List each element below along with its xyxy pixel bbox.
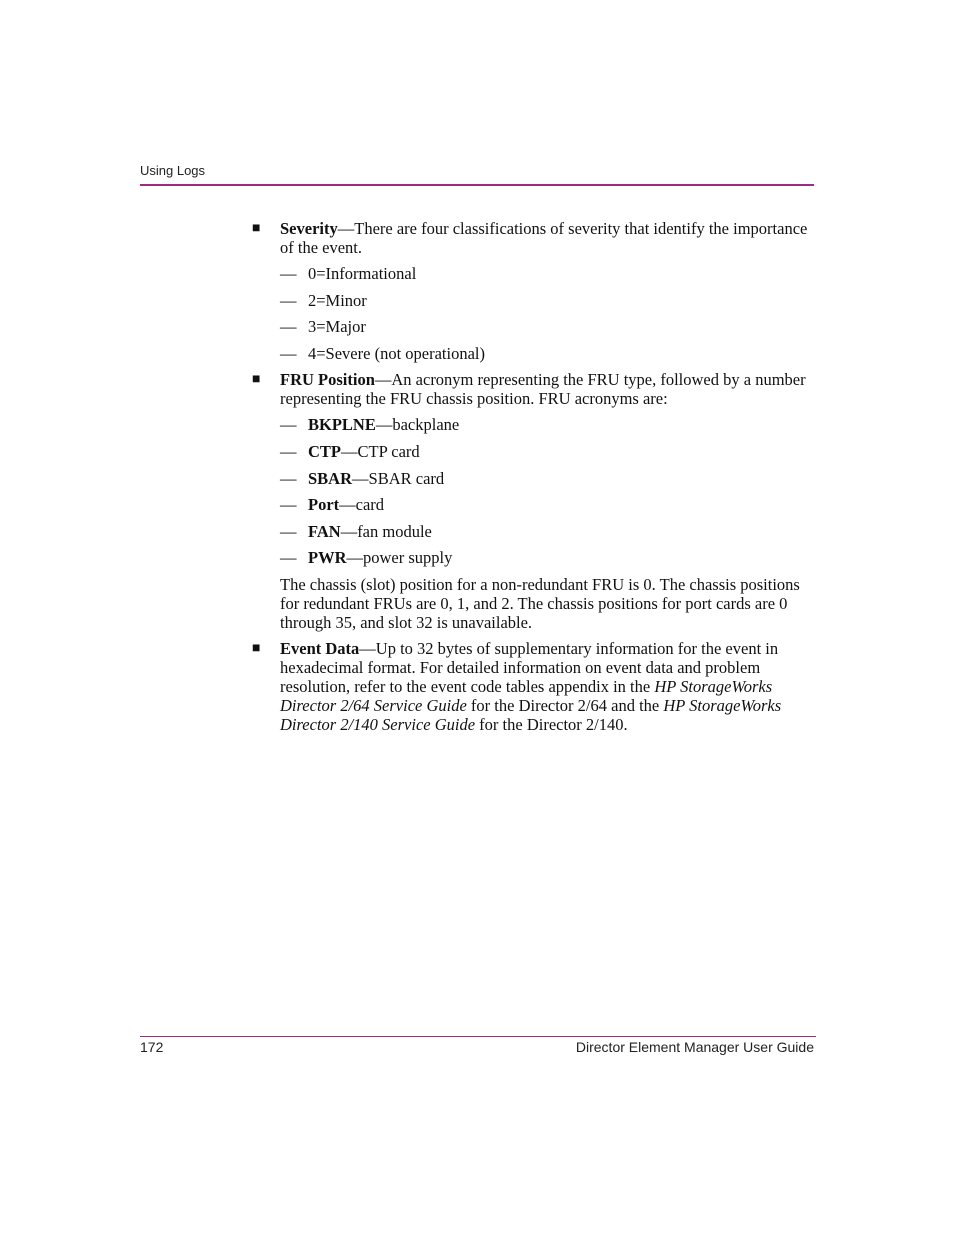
severity-item: — 0=Informational	[280, 264, 417, 283]
severity-item: — 2=Minor	[280, 290, 367, 310]
dash-icon: —	[280, 468, 297, 488]
running-header: Using Logs	[140, 163, 206, 178]
bullet-event-data: ■ Event Data—Up to 32 bytes of supplementary information for the event in hexadecimal format. For detailed information on event data and problem resolution, refer to the event code tables appendix in the HP StorageWorks Director 2/64 Service Guide for the Director 2/64 and the HP StorageWorks Director 2/140 Service Guide for the Director 2/140.	[252, 639, 782, 735]
dash-icon: —	[280, 495, 297, 515]
bullet-square-icon: ■	[252, 372, 261, 388]
page-body	[250, 219, 810, 741]
footer-rule	[140, 1036, 816, 1037]
service-guide-reference: HP StorageWorks Director 2/140 Service Guide	[280, 696, 782, 735]
dash-icon: —	[280, 317, 297, 337]
dash-icon: —	[280, 264, 297, 283]
bullet-square-icon: ■	[252, 221, 261, 236]
severity-item: — 4=Severe (not operational)	[280, 343, 485, 363]
fru-acronym-item: — Port—card	[280, 495, 385, 515]
fru-acronym-item: — FAN—fan module	[280, 521, 432, 541]
fru-chassis-note: The chassis (slot) position for a non-redundant FRU is 0. The chassis positions for redundant FRUs are 0, 1, and 2. The chassis positions for port cards are 0 through 35, and slot 32 is unavailable.	[280, 575, 800, 633]
bullet-severity	[250, 219, 810, 257]
dash-icon: —	[280, 521, 297, 541]
severity-term: Severity	[280, 219, 338, 238]
dash-icon: —	[280, 441, 297, 461]
page-number: 172	[140, 1039, 164, 1055]
fru-acronym-item: — PWR—power supply	[280, 548, 453, 568]
fru-position-description: —An acronym representing the FRU type, followed by a number representing the FRU chassis position. FRU acronyms are:	[280, 370, 806, 409]
dash-icon: —	[280, 415, 297, 435]
header-rule	[140, 184, 814, 186]
dash-icon: —	[280, 343, 297, 363]
event-data-term: Event Data	[280, 639, 360, 659]
fru-acronym-item: — CTP—CTP card	[280, 441, 420, 461]
fru-acronym-item: — SBAR—SBAR card	[280, 468, 445, 488]
severity-item: — 3=Major	[280, 317, 366, 337]
service-guide-reference: HP StorageWorks Director 2/64 Service Guide	[280, 677, 773, 716]
bullet-square-icon: ■	[252, 641, 261, 657]
fru-position-term: FRU Position	[280, 370, 375, 390]
footer-doc-title: Director Element Manager User Guide	[575, 1039, 814, 1055]
fru-acronym-item: — BKPLNE—backplane	[280, 415, 460, 435]
bullet-fru-position	[250, 370, 810, 408]
dash-icon: —	[280, 290, 297, 310]
severity-description: —There are four classifications of severity that identify the importance of the event.	[280, 219, 808, 257]
dash-icon: —	[280, 548, 297, 568]
